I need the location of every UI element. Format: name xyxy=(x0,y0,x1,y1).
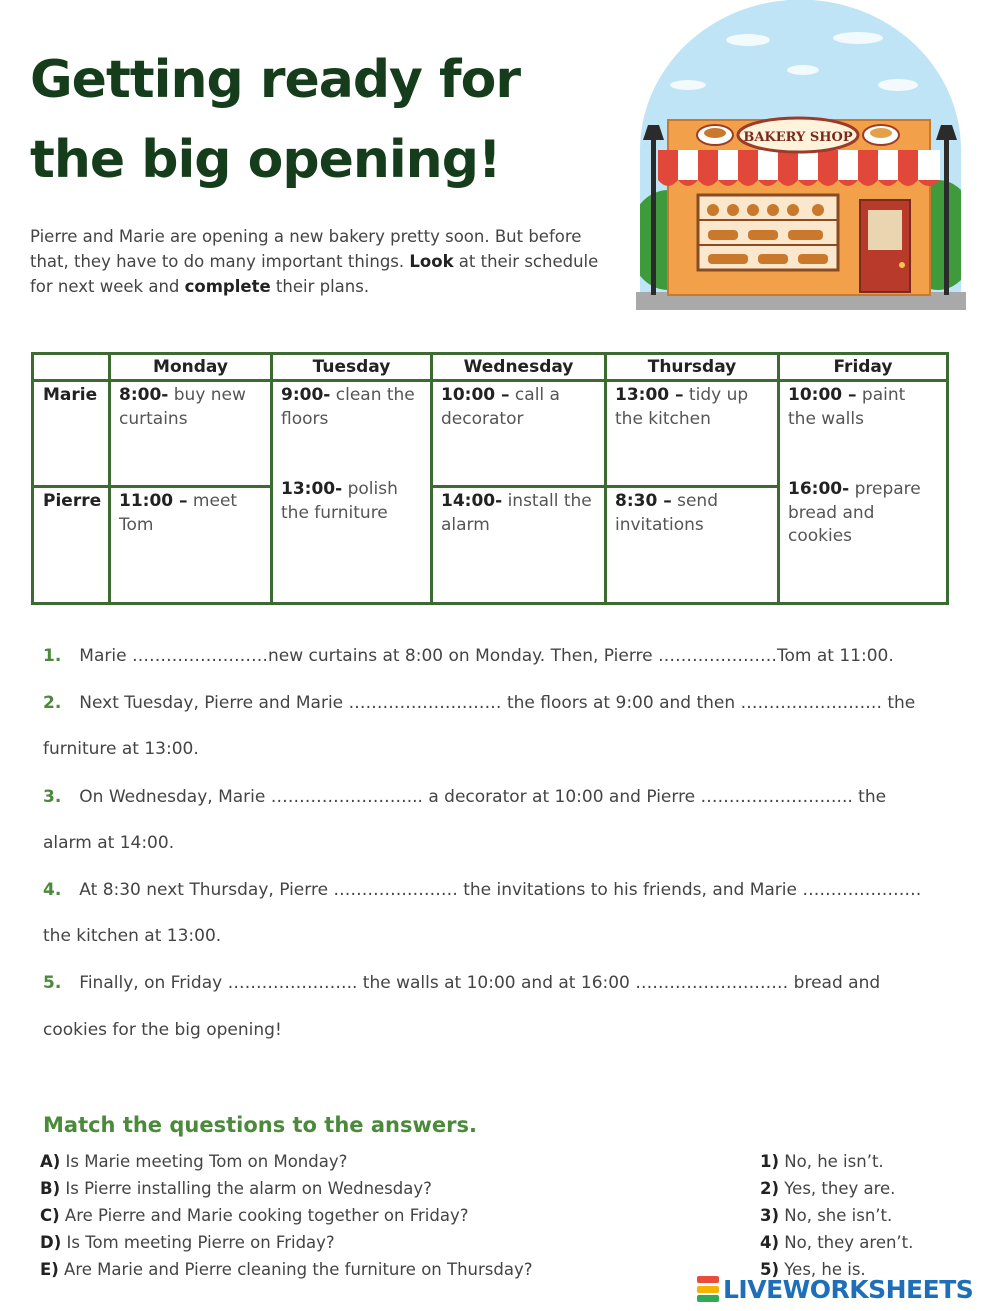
schedule-cell xyxy=(110,487,272,604)
answer-text: No, he isn’t. xyxy=(779,1152,884,1171)
cell-task: send invitations xyxy=(615,491,718,535)
exercise-text: On Wednesday, Marie ……………………... a decorator at 10:00 and Pierre ……………………... the xyxy=(79,787,887,807)
cell-task: buy new curtains xyxy=(119,385,246,429)
exercise-item-1 xyxy=(43,646,973,666)
question-label: E) xyxy=(40,1260,59,1279)
schedule-cell-friday xyxy=(779,381,948,604)
intro-text-2: at their schedule for next week and xyxy=(30,252,599,296)
exercise-number: 3. xyxy=(43,787,62,807)
cell-time: 10:00 – xyxy=(788,385,857,405)
cell-task: tidy up the kitchen xyxy=(615,385,749,429)
exercise-number: 1. xyxy=(43,646,62,666)
answer-4 xyxy=(760,1233,913,1252)
exercise-number: 5. xyxy=(43,973,62,993)
intro-text-3: their plans. xyxy=(270,277,370,296)
answer-label: 3) xyxy=(760,1206,780,1225)
cell-time: 8:00- xyxy=(119,385,169,405)
question-c xyxy=(40,1206,468,1225)
answer-label: 5) xyxy=(760,1260,780,1279)
cell-task: install the alarm xyxy=(441,491,592,535)
cell-task: polish the furniture xyxy=(281,479,398,523)
liveworksheets-wordmark: LIVEWORKSHEETS xyxy=(723,1274,974,1304)
answer-label: 2) xyxy=(760,1179,780,1198)
schedule-cell-tuesday xyxy=(272,381,432,604)
answer-2 xyxy=(760,1179,895,1198)
answer-label: 1) xyxy=(760,1152,780,1171)
cell-time: 13:00 – xyxy=(615,385,684,405)
exercise-item-2 xyxy=(43,693,973,713)
worksheet-title xyxy=(30,40,590,200)
cell-time: 8:30 – xyxy=(615,491,672,511)
question-text: Is Marie meeting Tom on Monday? xyxy=(60,1152,348,1171)
exercise-text: At 8:30 next Thursday, Pierre ………….……… the invitations to his friends, and Marie ………………… xyxy=(79,880,922,900)
schedule-cell xyxy=(606,381,779,487)
schedule-cell xyxy=(432,487,606,604)
cell-task: meet Tom xyxy=(119,491,238,535)
answer-text: Yes, he is. xyxy=(779,1260,866,1279)
schedule-cell xyxy=(432,381,606,487)
answer-text: Yes, they are. xyxy=(779,1179,896,1198)
question-label: D) xyxy=(40,1233,62,1252)
question-b xyxy=(40,1179,432,1198)
title-line-1: Getting ready for xyxy=(30,50,521,110)
bakery-shop-illustration xyxy=(628,0,973,315)
day-header: Thursday xyxy=(606,354,779,381)
question-a xyxy=(40,1152,347,1171)
exercise-item-5 xyxy=(43,973,973,993)
person-label: Pierre xyxy=(33,487,110,604)
person-label: Marie xyxy=(33,381,110,487)
question-text: Is Tom meeting Pierre on Friday? xyxy=(61,1233,335,1252)
schedule-corner-cell xyxy=(33,354,110,381)
exercise-item-2-continued: furniture at 13:00. xyxy=(43,739,199,759)
question-d xyxy=(40,1233,335,1252)
cell-task: clean the floors xyxy=(281,385,415,429)
intro-text-1: Pierre and Marie are opening a new bakery pretty soon. But before that, they have to do many important things. xyxy=(30,227,582,271)
cell-time: 14:00- xyxy=(441,491,503,511)
exercise-text: Finally, on Friday ………………….. the walls at 10:00 and at 16:00 ……………………… bread and xyxy=(79,973,881,993)
exercise-item-3-continued: alarm at 14:00. xyxy=(43,833,175,853)
cell-task: prepare bread and cookies xyxy=(788,479,921,546)
question-text: Are Marie and Pierre cleaning the furniture on Thursday? xyxy=(58,1260,533,1279)
cell-time: 16:00- xyxy=(788,479,850,499)
question-label: C) xyxy=(40,1206,60,1225)
cell-time: 10:00 – xyxy=(441,385,510,405)
intro-paragraph xyxy=(30,224,615,299)
intro-complete: complete xyxy=(184,277,271,296)
exercise-text: Next Tuesday, Pierre and Marie ……………………… the floors at 9:00 and then ……………………. the xyxy=(79,693,916,713)
schedule-table xyxy=(31,352,949,605)
cell-time: 13:00- xyxy=(281,479,343,499)
cell-task: paint the walls xyxy=(788,385,906,429)
cell-task: call a decorator xyxy=(441,385,560,429)
exercise-item-5-continued: cookies for the big opening! xyxy=(43,1020,282,1040)
schedule-cell xyxy=(110,381,272,487)
match-section-title: Match the questions to the answers. xyxy=(43,1113,477,1137)
exercise-item-3 xyxy=(43,787,973,807)
answer-text: No, she isn’t. xyxy=(779,1206,893,1225)
question-label: A) xyxy=(40,1152,61,1171)
day-header: Wednesday xyxy=(432,354,606,381)
day-header: Monday xyxy=(110,354,272,381)
schedule-row-marie xyxy=(33,381,948,487)
schedule-header-row xyxy=(33,354,948,381)
schedule-cell xyxy=(606,487,779,604)
answer-3 xyxy=(760,1206,892,1225)
title-line-2: the big opening! xyxy=(30,130,501,190)
exercise-item-4 xyxy=(43,880,973,900)
day-header: Friday xyxy=(779,354,948,381)
question-e xyxy=(40,1260,532,1279)
bakery-sign-text: BAKERY SHOP xyxy=(743,130,853,145)
answer-1 xyxy=(760,1152,884,1171)
exercise-number: 2. xyxy=(43,693,62,713)
question-label: B) xyxy=(40,1179,61,1198)
liveworksheets-logo-icon xyxy=(697,1276,719,1302)
cell-time: 11:00 – xyxy=(119,491,188,511)
exercise-item-4-continued: the kitchen at 13:00. xyxy=(43,926,222,946)
question-text: Is Pierre installing the alarm on Wednesday? xyxy=(60,1179,432,1198)
exercise-number: 4. xyxy=(43,880,62,900)
intro-look: Look xyxy=(409,252,454,271)
answer-text: No, they aren’t. xyxy=(779,1233,914,1252)
liveworksheets-logo[interactable] xyxy=(697,1274,973,1304)
day-header: Tuesday xyxy=(272,354,432,381)
answer-label: 4) xyxy=(760,1233,780,1252)
question-text: Are Pierre and Marie cooking together on Friday? xyxy=(59,1206,469,1225)
exercise-text: Marie ……………………new curtains at 8:00 on Monday. Then, Pierre …………………Tom at 11:00. xyxy=(79,646,894,666)
cell-time: 9:00- xyxy=(281,385,331,405)
